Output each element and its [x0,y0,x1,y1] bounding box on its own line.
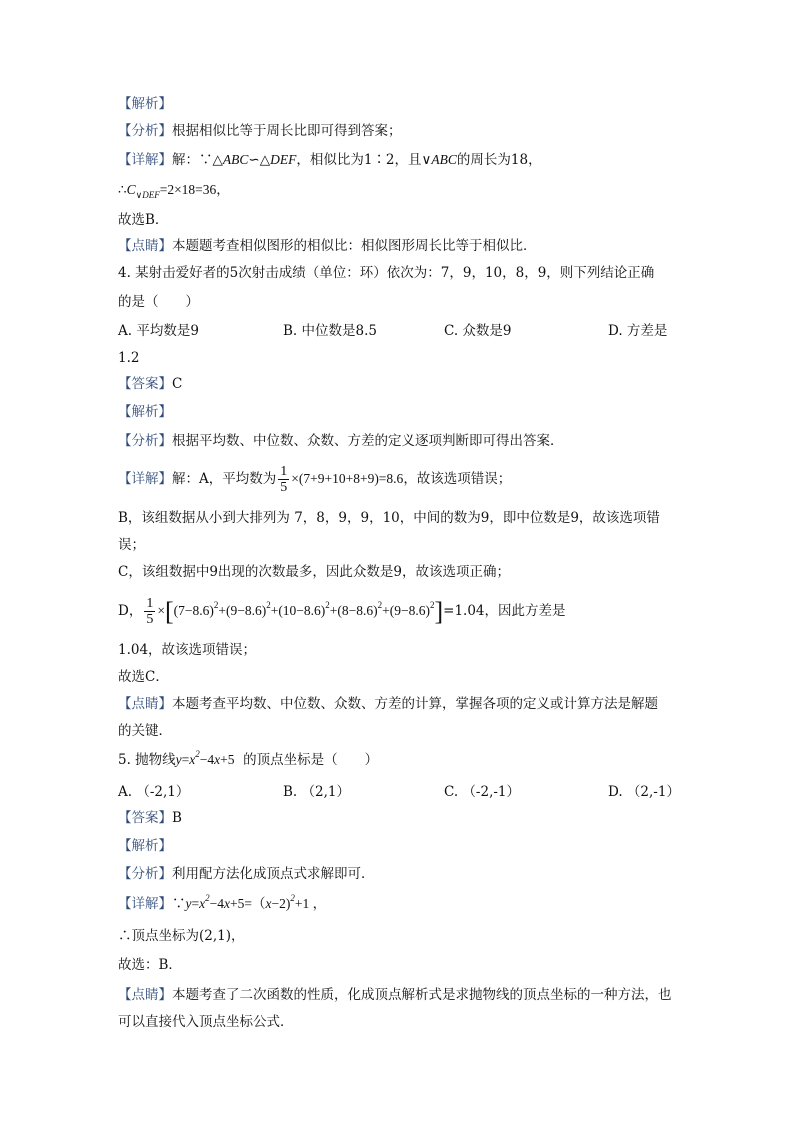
q4-a-expression: ×(7+9+10+8+9)=8.6 [291,471,404,486]
parabola-equation: $y=x^2-4x+5$ [175,749,235,767]
q3-step2-calc: =2×18=36， [159,182,230,197]
q5-dianjing-line1 [118,985,672,1005]
q4-a-post: ，故该选项错误； [403,471,512,487]
q4-xiangjie-tag: 【详解】 [118,471,172,487]
q5-stem-pre: 5. 抛物线 [118,752,176,768]
q3-choice-line: 故选B． [118,212,169,228]
q5-answer-tag: 【答案】 [118,810,172,826]
q3-dianjing-text: 本题题考查相似图形的相似比：相似图形周长比等于相似比． [172,238,537,254]
q4-stem-line1: 4. 某射击爱好者的5次射击成绩（单位：环）依次为：7，9，10，8，9，则下列结论正确 [118,265,655,281]
q4-dianjing-line2: 的关键． [118,723,172,739]
q5-fenxi-tag: 【分析】 [118,866,172,882]
q4-d-pre: D， [118,603,143,619]
q5-option-a: A. （-2,1） [118,784,190,800]
q5-dianjing-tag: 【点睛】 [118,987,172,1003]
q3-triangle-abc: ∨ABC [421,152,457,167]
q4-answer-value: C [172,376,183,392]
q4-dianjing-line1 [118,694,658,714]
q4-option-c: C. 众数是9 [444,323,512,339]
variance-formula: $[(7-8.6)^2+(9-8.6)^2+(10-8.6)^2+(8-8.6)^2+(9-8.6)^2]$ [164,596,444,626]
q4-dianjing-tag: 【点睛】 [118,696,172,712]
q3-fenxi-line [118,121,402,141]
q5-fenxi-text: 利用配方法化成顶点式求解即可． [172,866,375,882]
q3-step2-therefore: ∴ [118,182,127,198]
q4-d-line [118,596,566,627]
q4-xiangjie-a-line [118,464,511,495]
one-fifth-fraction: $\frac{1}{5}$ [146,596,154,627]
q5-xiangjie-tag: 【详解】 [118,896,172,912]
q4-fenxi-tag: 【分析】 [118,433,172,449]
q5-option-d: D. （2,-1） [608,784,680,800]
q4-c-line: C，该组数据中9出现的次数最多，因此众数是9，故该选项正确； [118,564,511,580]
vertex-form-equation: $y=x^2-4x+5=(x-2)^2+1$ ， [185,893,327,911]
q4-answer-tag: 【答案】 [118,376,172,392]
q3-fenxi-text: 根据相似比等于周长比即可得到答案； [172,123,402,139]
q3-fenxi-tag: 【分析】 [118,123,172,139]
q5-fenxi-line [118,864,375,884]
q3-dianjing-tag: 【点睛】 [118,238,172,254]
q5-dianjing-text1: 本题考查了二次函数的性质，化成顶点解析式是求抛物线的顶点坐标的一种方法，也 [172,987,672,1003]
q4-d-post: =1.04，因此方差是 [443,603,566,619]
q3-dianjing-line [118,236,537,256]
q3-analysis-tag: 【解析】 [118,96,172,112]
q4-fenxi-text: 根据平均数、中位数、众数、方差的定义逐项判断即可得出答案． [172,433,564,449]
q5-xiangjie-line [118,894,326,914]
q4-b-line2: 误； [118,537,145,553]
q3-xiangjie-text-a: 解：∵ [172,152,213,168]
one-fifth-fraction: $\frac{1}{5}$ [280,464,288,495]
q5-answer-line [118,808,182,828]
q3-xiangjie-text-b: ，相似比为1∶2，且 [296,152,422,168]
q3-step2-line [118,180,230,200]
q5-option-c: C. （-2,-1） [444,784,521,800]
q3-similar-triangles-formula: △ABC∽△DEF [212,152,297,167]
q5-xiangjie-pre: ∵ [172,896,186,912]
q4-option-d: D. 方差是 [608,323,668,339]
q4-d-times: × [157,603,165,618]
q4-answer-line [118,374,182,394]
q4-option-d-cont: 1.2 [118,350,140,366]
q4-choice-line: 故选C． [118,669,169,685]
q5-step2-line: ∴顶点坐标为(2,1)， [118,928,245,944]
q4-option-a: A. 平均数是9 [118,323,199,339]
q4-fenxi-line [118,431,564,451]
q5-stem-line [118,750,378,770]
q3-xiangjie-line [118,150,542,170]
q5-stem-post: 的顶点坐标是（ ） [243,752,379,768]
q3-perimeter-symbol: $C_{\vee DEF}$ [126,182,160,200]
q5-analysis-tag: 【解析】 [118,838,172,854]
q3-xiangjie-text-c: 的周长为18， [456,152,542,168]
q3-xiangjie-tag: 【详解】 [118,152,172,168]
q5-dianjing-line2: 可以直接代入顶点坐标公式． [118,1014,294,1030]
q4-a-pre: 解：A，平均数为 [172,471,277,487]
q4-b-line1: B，该组数据从小到大排列为 7，8，9，9，10，中间的数为9，即中位数是9，故该选项错 [118,510,660,526]
q5-option-b: B. （2,1） [283,784,350,800]
q5-answer-value: B [172,810,182,826]
q4-analysis-tag: 【解析】 [118,404,172,420]
q4-option-b: B. 中位数是8.5 [283,323,377,339]
q4-d-line2: 1.04，故该选项错误； [118,642,257,658]
q5-choice-line: 故选：B． [118,957,182,973]
q4-dianjing-text1: 本题考查平均数、中位数、众数、方差的计算，掌握各项的定义或计算方法是解题 [172,696,658,712]
q4-stem-line2: 的是（ ） [118,294,199,310]
